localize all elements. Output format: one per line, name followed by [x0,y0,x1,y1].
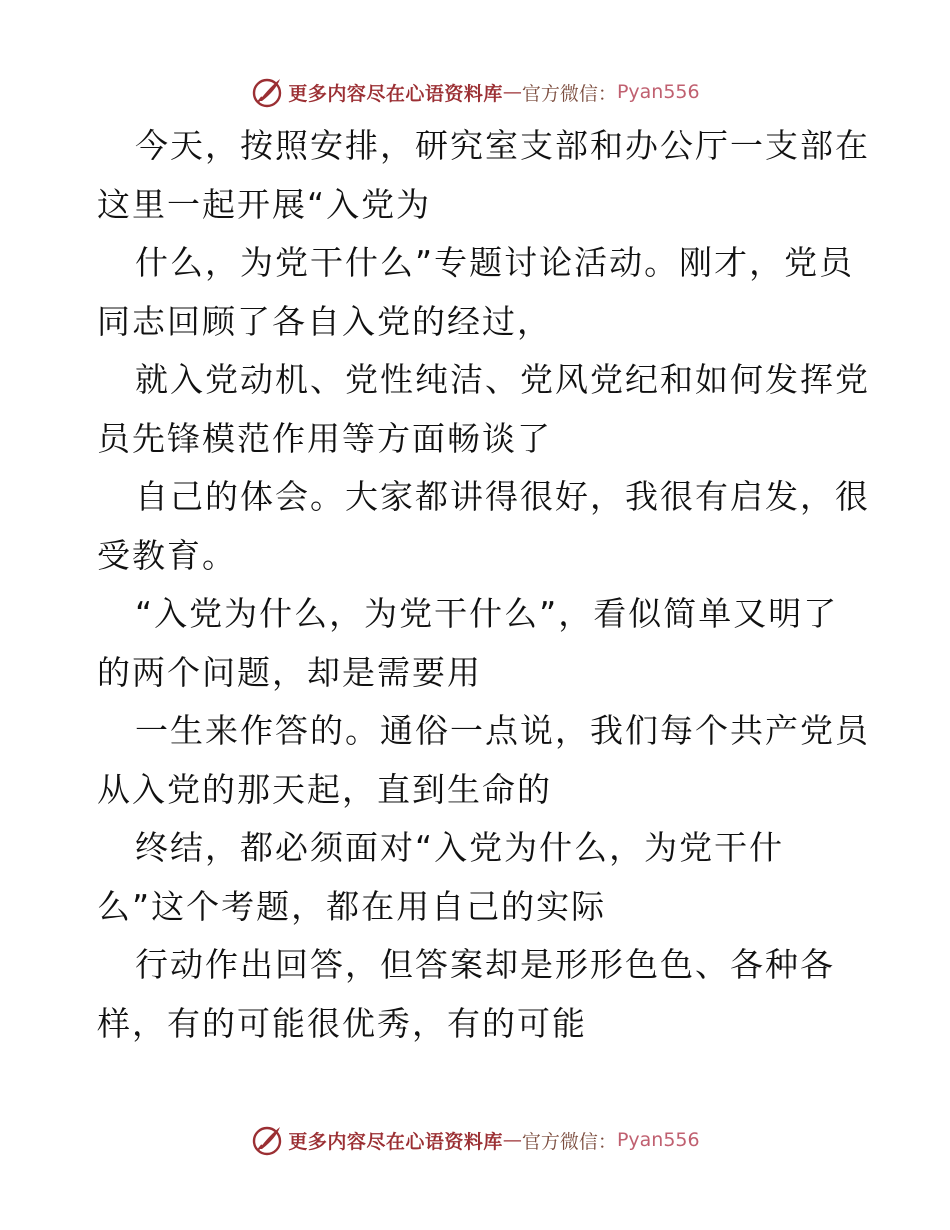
banner-text: 更多内容尽在心语资料库 [288,1130,503,1153]
banner-wechat-id: Pyan556 [616,81,700,103]
body-line: 样，有的可能很优秀，有的可能 [97,1003,587,1043]
body-line: 一生来作答的。通俗一点说，我们每个共产党员 [135,711,870,750]
document-body [97,117,870,1053]
header-banner [0,72,950,112]
banner-text: 更多内容尽在心语资料库 [288,82,503,105]
banner-wechat-id: Pyan556 [616,1129,700,1151]
body-line: 今天，按照安排，研究室支部和办公厅一支部在 [135,126,870,165]
body-line: “入党为什么，为党干什么”，看似简单又明了 [135,594,839,633]
quill-pen-logo-icon [250,1123,284,1157]
body-line: 就入党动机、党性纯洁、党风党纪和如何发挥党 [135,360,870,399]
banner-wechat-label: 官方微信： [521,82,617,105]
footer-banner [0,1120,950,1160]
body-line: 行动作出回答，但答案却是形形色色、各种各 [135,945,835,984]
banner-wechat-label: 官方微信： [521,1130,617,1153]
body-line: 这里一起开展“入党为 [97,184,432,224]
banner-dash: — [502,81,522,103]
body-line: 同志回顾了各自入党的经过， [97,301,552,341]
body-line: 的两个问题，却是需要用 [97,652,482,692]
body-line: 员先锋模范作用等方面畅谈了 [97,418,552,458]
body-line: 么”这个考题，都在用自己的实际 [97,886,607,926]
banner-dash: — [502,1129,522,1151]
body-line: 从入党的那天起，直到生命的 [97,769,552,809]
body-line: 受教育。 [97,535,237,575]
body-line: 自己的体会。大家都讲得很好，我很有启发，很 [135,477,870,516]
quill-pen-logo-icon [250,75,284,109]
body-line: 终结，都必须面对“入党为什么，为党干什 [135,828,785,867]
body-line: 什么，为党干什么”专题讨论活动。刚才，党员 [135,243,855,282]
